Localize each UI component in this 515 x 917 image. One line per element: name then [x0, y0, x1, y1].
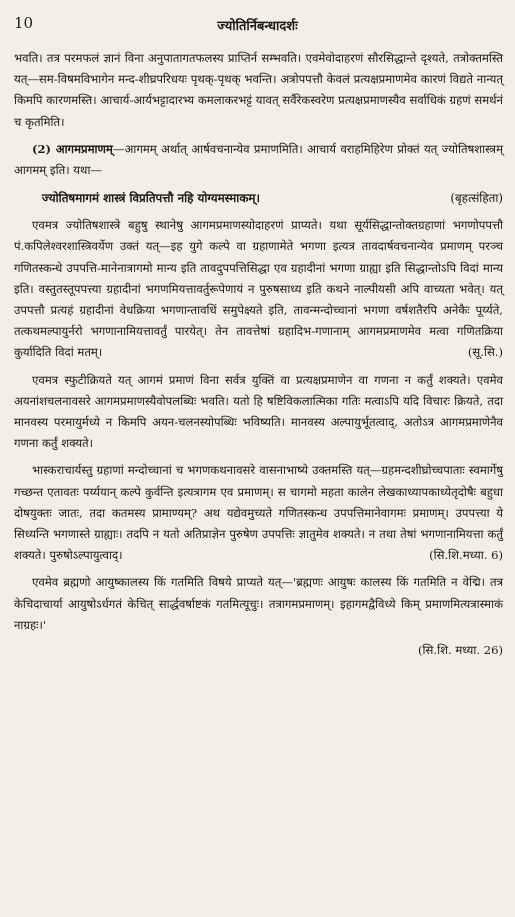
- paragraph-4: एवमत्र स्फुटीक्रियते यत् आगमं प्रमाणं विना सर्वत्र युक्तिं वा प्रत्यक्षप्रमाणेन वा गणना न कर्तुं शक्यते। एवमेव अयनांशचलनावसरे आगमप्रमाणस्यैवोपलब्धिः भवति। यतो हि षष्टिविकलात्मिका गतिः मत्वाऽपि यदि विचारः क्रियते, तदा मानवस्य परमायुर्मध्ये न किमपि अयन-चलनस्योपब्धिः भविष्यति। मानवस्य अल्पायुर्भूतत्वाद्, अतोऽत्र आगमप्रमाणेनैव गणना कर्तुं शक्यते।: [14, 372, 503, 451]
- section-heading: (2) आगमप्रमाणम्: [32, 141, 113, 156]
- running-title: ज्योतिर्निबन्धादर्शः: [217, 19, 298, 34]
- paragraph-5-citation: (सि.शि.मध्या. 6): [429, 548, 503, 563]
- paragraph-6: एवमेव ब्रह्मणो आयुष्कालस्य किं गतमिति विषये प्राप्यते यत्—'ब्रह्मणः आयुषः कालस्य किं गतमिति न वेद्मि। तत्र केचिदाचार्या आयुषोऽर्धगतं केचित् सार्द्धवर्षाष्टकं गतमित्यूचुः। तत्रागमप्रमाणम्। इहागमद्वैविध्ये किम् प्रमाणमित्यत्रास्माकं नाग्रहः।': [14, 575, 503, 632]
- paragraph-3-text: एवमत्र ज्योतिषशास्त्रे बहुषु स्थानेषु आगमप्रमाणस्योदाहरणं प्राप्यते। यथा सूर्यसिद्धान्तोक्तग्रहाणां भगणोपपत्तौ पं.कपिलेश्वरशास्त्रिवर्येण उक्तं यत्—इह युगे कल्पे वा ग्रहाणामेते भगणा इत्यत्र तावदार्षवचनान्येव प्रमाणम् परञ्च गणितस्कन्धे उपपत्ति-मानेनात्रागमो मान्य इति तावदुपपत्तिसिद्धा एव ग्रहादीनां भगणा ग्राह्या इति सिद्धान्तोऽपि विदां मान्य इति। वस्तुतस्तूपपत्त्या ग्रहादीनां भगणमियत्तावर्तुरूपेणायं न पुरुषसाध्य इति कथने नाल्पीयसी अपि वाच्यता भवेत्। यत् उपपत्तौ प्रत्यहं ग्रहादीनां वेधक्रिया भगणान्तावधिं समुपेक्ष्यते इति, तावन्मन्दोच्चानां भगणा वर्षशतैरपि अनेकैः पूर्य्यते, तत्कथमल्पायुर्नरो भगणानामियत्तावर्तुं पारयेत्। तेन तावत्तेषां ग्रहादिभ-गणानाम् आगमप्रमाणमेव मत्वा गणितक्रिया कुर्यादिति विदां मतम्।: [14, 218, 503, 360]
- end-citation: (सि.शि. मध्या. 26): [418, 643, 503, 658]
- paragraph-5: [14, 460, 503, 566]
- paragraph-3-citation: (सू.सि.): [467, 345, 503, 360]
- paragraph-5-text: भास्कराचार्यस्तु ग्रहाणां मन्दोच्चानां च भगणकथनावसरे वासनाभाष्ये उक्तमस्ति यत्—ग्रहमन्दशीघ्रोच्चपाताः स्वमार्गेषु गच्छन्त एतावतः पर्य्ययान् कल्पे कुर्वन्ति इत्यत्रागम एव प्रमाणम्। स चागमो महता कालेन लेखकाध्यापकाध्येतृदोषैः बहुधा दोषयुक्तः जातः, तदा कतमस्य प्रामाण्यम्? अथ यद्येवमुच्यते गणितस्कन्ध उपपत्तिमानेवागमः प्रमाणम्। उपपत्त्या ये सिध्यन्ति भगणास्ते ग्राह्याः। तदपि न यतो अतिप्राज्ञेन पुरुषेण उपपत्तिः ज्ञातुमेव शक्यते। न तथा तेषां भगणानामियत्ता कर्तुं शक्यते। पुरुषोऽल्पायुत्वाद्।: [14, 463, 503, 563]
- paragraph-2: [14, 139, 503, 181]
- verse-quote: [14, 187, 503, 209]
- verse-source: (बृहत्संहिता): [450, 191, 503, 206]
- paragraph-3: [14, 215, 503, 363]
- paragraph-1: भवति। तत्र परमफलं ज्ञानं विना अनुपातागतफलस्य प्राप्तिर्न सम्भवति। एवमेवोदाहरणं सौरसिद्धान्ते दृश्यते, तत्रोक्तमस्ति यत्—सम-विषमविभागेन मन्द-शीघ्रपरिधयः पृथक्-पृथक् भवन्ति। अत्रोपपत्तौ केवलं प्रत्यक्षप्रमाणमेव कारणं विद्यते नान्यत् किमपि कारणमस्ति। आचार्य-आर्यभट्टादारभ्य कमलाकरभट्टं यावत् सर्वैरेकस्वरेण प्रत्यक्षप्रमाणस्यैव सर्वाधिकं ग्रहणं समर्थनं च कृतमिति।: [14, 51, 503, 129]
- page-number: 10: [14, 14, 34, 32]
- verse-text: ज्योतिषमागमं शास्त्रं विप्रतिपत्तौ नहि योग्यमस्माकम्।: [42, 191, 260, 206]
- paragraph-2-text: —आगमम् अर्थात् आर्षवचनान्येव प्रमाणमिति। आचार्य वराहमिहिरेण प्रोक्तं यत् ज्योतिषशास्त्रम् आगमम् इति। यथा—: [14, 141, 504, 178]
